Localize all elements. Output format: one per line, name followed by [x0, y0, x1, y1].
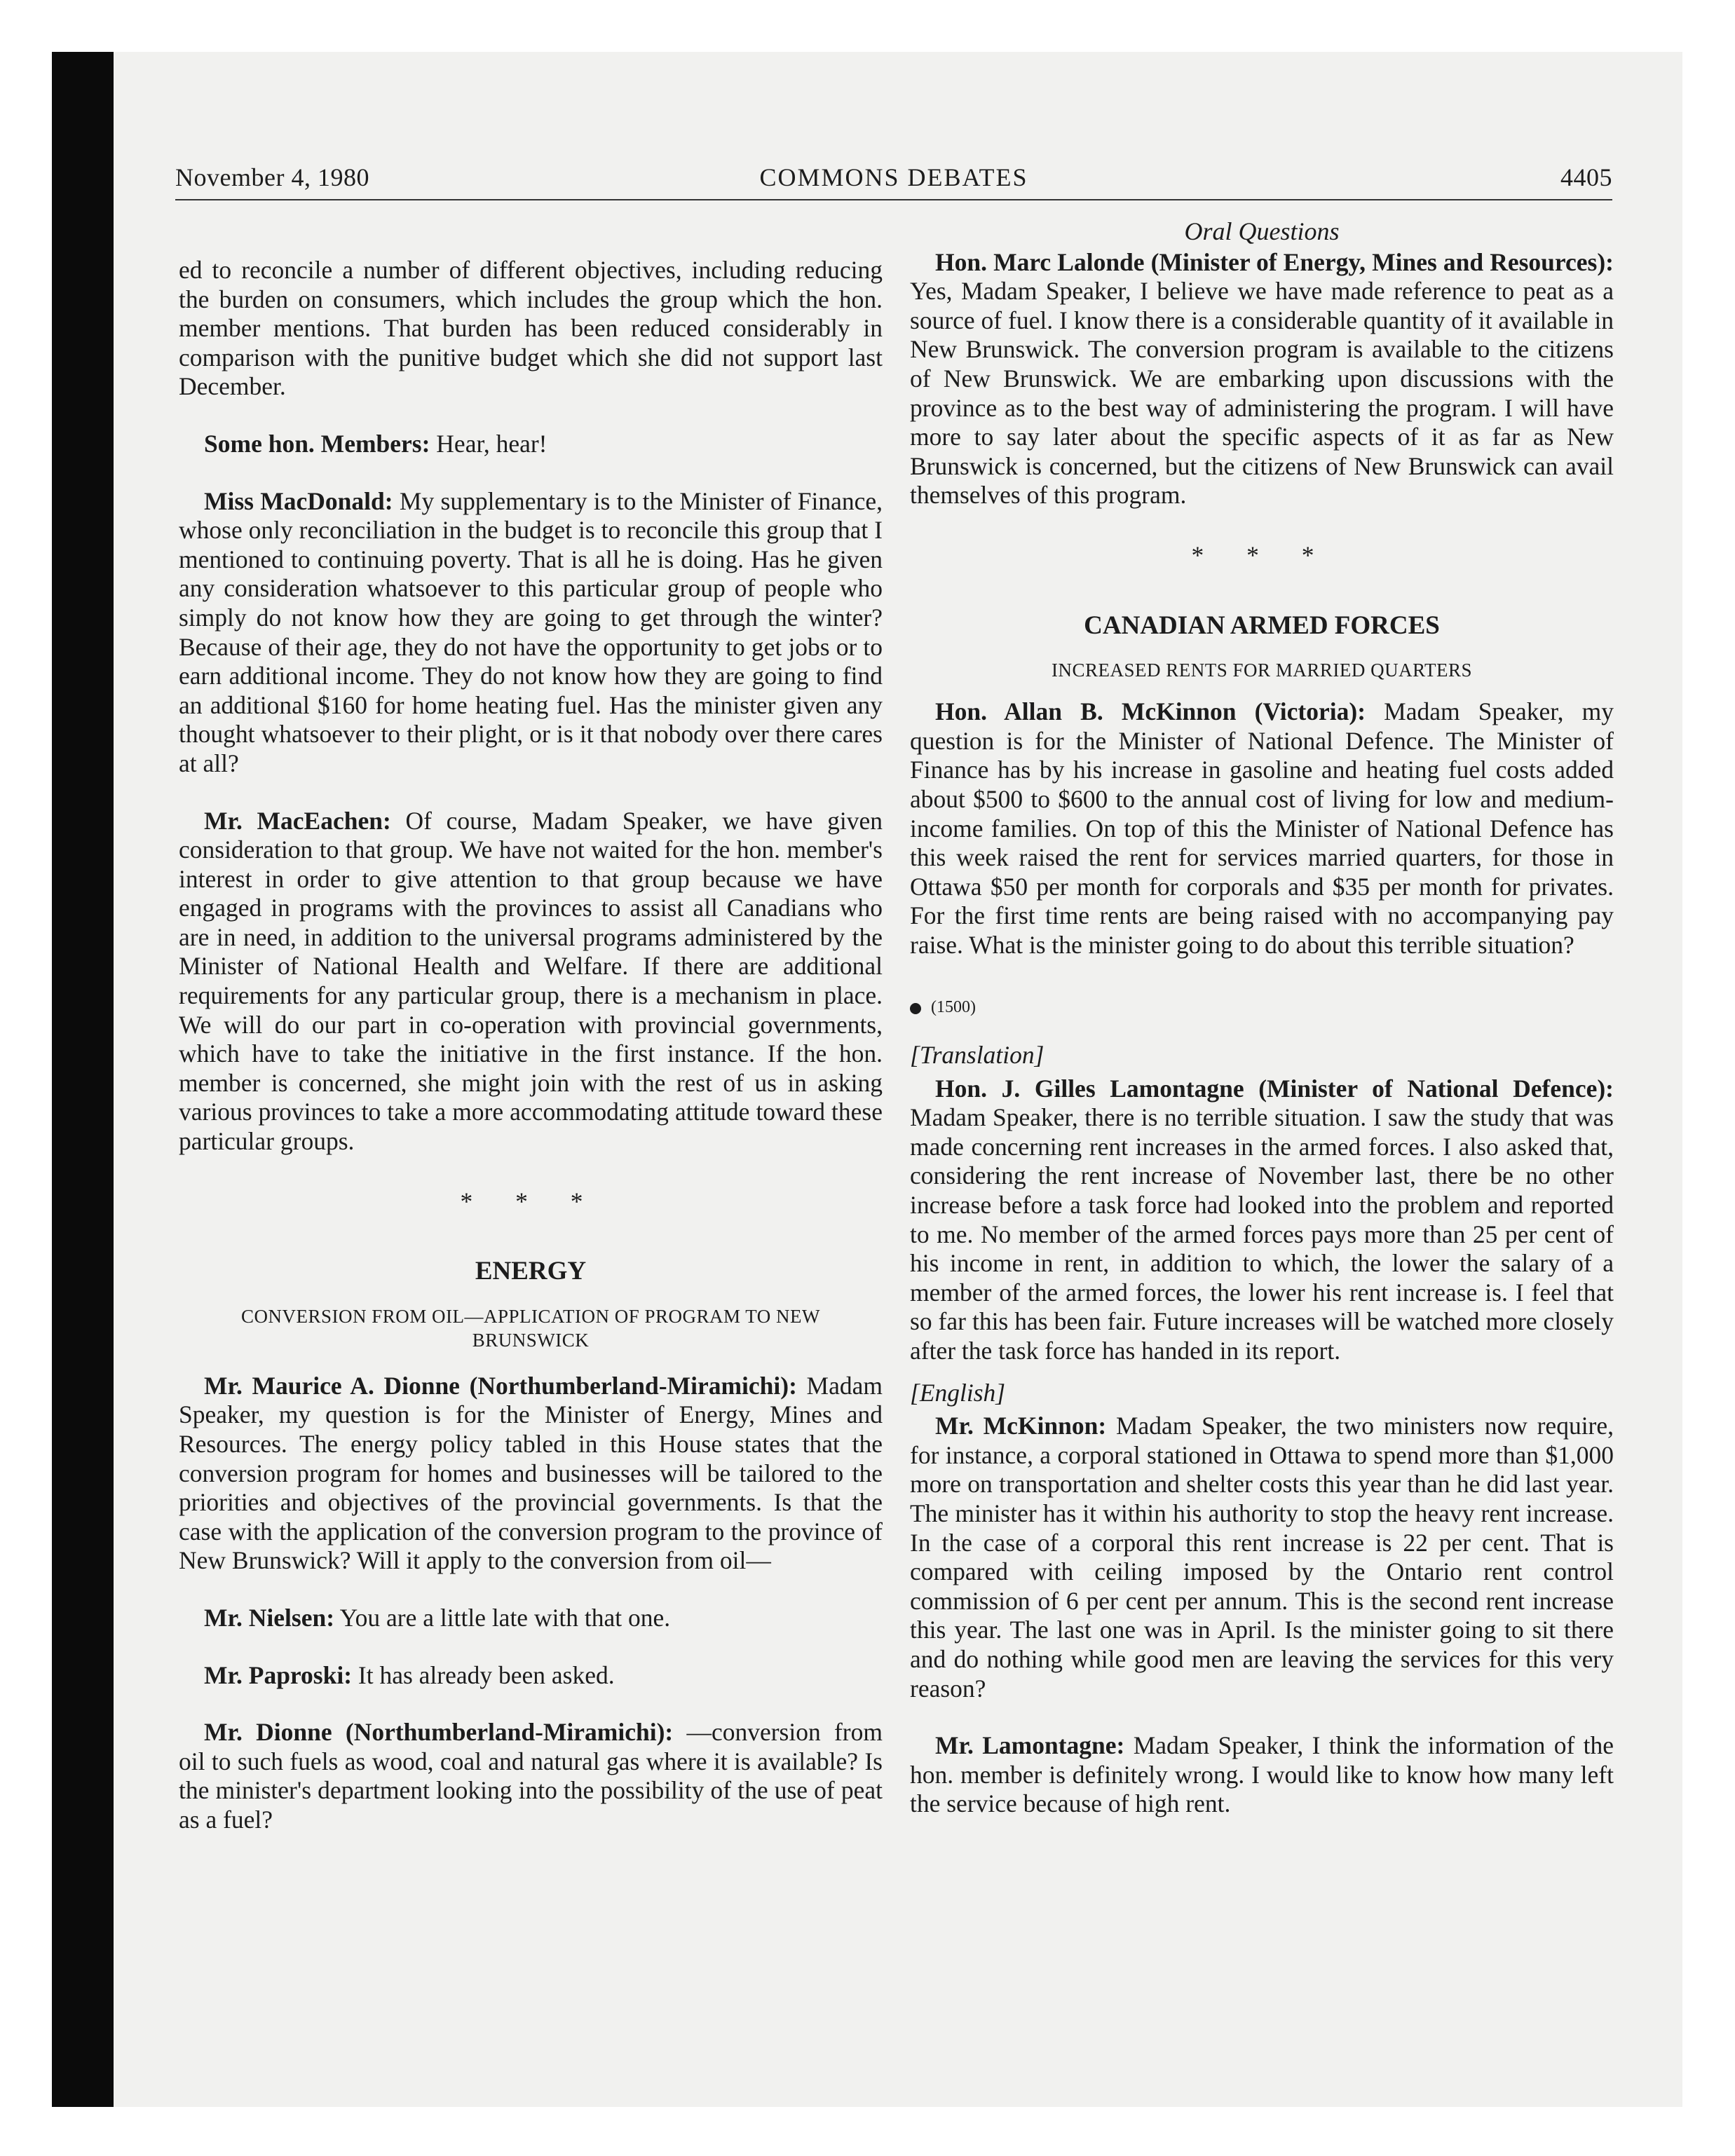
- timestamp-text: (1500): [931, 998, 976, 1017]
- section-subheading: INCREASED RENTS FOR MARRIED QUARTERS: [1052, 660, 1472, 681]
- speaker-name: Hon. Marc Lalonde (Minister of Energy, Mines and Resources):: [935, 247, 1614, 276]
- paragraph: [910, 1731, 1614, 1819]
- binding-shadow: [52, 52, 114, 2107]
- speech-text: Yes, Madam Speaker, I believe we have made reference to peat as a source of fuel. I know there is a considerable quantity of it available in New Brunswick. The conversion program is available to the citizens of New Brunswick. We are embarking upon discussions with the province as to the best way of administering the program. I will have more to say later about the specific aspects of it as far as New Brunswick is concerned, but the citizens of New Brunswick can avail themselves of this program.: [910, 277, 1614, 510]
- page-header: [175, 163, 1612, 199]
- paragraph: [179, 1718, 883, 1834]
- language-label: [English]: [910, 1378, 1006, 1407]
- speech-text: —conversion from oil to such fuels as wood, coal and natural gas where it is available? Is the minister's department looking into the possibility of the use of peat as a fuel?: [179, 1718, 883, 1834]
- header-date: November 4, 1980: [175, 163, 369, 191]
- speaker-name: Miss MacDonald:: [204, 486, 393, 515]
- section-heading: CANADIAN ARMED FORCES: [1084, 610, 1440, 640]
- paragraph: [179, 487, 883, 779]
- speaker-name: Mr. Dionne (Northumberland-Miramichi):: [204, 1718, 674, 1747]
- speaker-name: Mr. Lamontagne:: [935, 1731, 1125, 1760]
- language-label: [Translation]: [910, 1041, 1045, 1070]
- header-rule: [175, 199, 1612, 200]
- speech-text: It has already been asked.: [352, 1660, 615, 1689]
- speaker-name: Mr. Paproski:: [204, 1660, 353, 1689]
- header-page-number: 4405: [1560, 163, 1612, 191]
- right-column: [910, 217, 1614, 1819]
- speech-text: Hear, hear!: [430, 429, 547, 458]
- speech-text: Of course, Madam Speaker, we have given consideration to that group. We have not waited for the hon. member's interest in order to give attention to that group because we have engaged in programs with the provinces to assist all Canadians who are in need, in addition to the universal programs administered by the Minister of National Health and Welfare. If there are additional requirements for any particular group, there is a mechanism in place. We will do our part in co-operation with provincial governments, which have to take the initiative in the first instance. If the hon. member is concerned, she might join with the rest of us in asking various provinces to take a more accommodating attitude toward these particular groups.: [179, 806, 883, 1156]
- paragraph: [910, 248, 1614, 510]
- speech-text: Madam Speaker, there is no terrible situation. I saw the study that was made concerning rent increases in the armed forces. I also asked that, considering the rent increase of November last, there be no other increase before a task force had looked into the problem and reported to me. No member of the armed forces pays more than 25 per cent of his income in rent, in addition to which, the lower the salary of a member of the armed forces, the lower his rent increase is. I feel that so far this has been fair. Future increases will be watched more closely after the task force has handed in its report.: [910, 1103, 1614, 1365]
- paragraph: [179, 807, 883, 1157]
- speaker-name: Mr. McKinnon:: [935, 1412, 1107, 1440]
- paragraph: [910, 1412, 1614, 1703]
- timestamp: [910, 993, 1614, 1023]
- speech-text: Madam Speaker, my question is for the Minister of National Defence. The Minister of Finance has by his increase in gasoline and heating fuel costs added about $500 to $600 to the annual cost of living for low and medium-income families. On top of this the Minister of National Defence has this week raised the rent for services married quarters, for those in Ottawa $50 per month for corporals and $35 per month for privates. For the first time rents are being raised with no accompanying pay raise. What is the minister going to do about this terrible situation?: [910, 697, 1614, 959]
- speech-text: Madam Speaker, the two ministers now require, for instance, a corporal stationed in Ottawa to spend more than $1,000 more on transportation and shelter costs this year than he did last year. The minister has it within his authority to stop the heavy rent increase. In the case of a corporal this rent increase is 22 per cent. That is compared with ceiling imposed by the Ontario rent control commission of 6 per cent per annum. This is the second rent increase this year. The last one was in April. Is the minister going to sit there and do nothing while good men are leaving the services for this very reason?: [910, 1412, 1614, 1703]
- paragraph: [179, 1604, 883, 1633]
- speaker-name: Hon. J. Gilles Lamontagne (Minister of National Defence):: [935, 1074, 1614, 1103]
- speech-text: You are a little late with that one.: [334, 1603, 671, 1632]
- speech-text: Madam Speaker, I think the information of the hon. member is definitely wrong. I would like to know how many left the service because of high rent.: [910, 1731, 1614, 1818]
- section-subheading: CONVERSION FROM OIL—APPLICATION OF PROGRAM TO NEW BRUNSWICK: [240, 1305, 821, 1351]
- section-heading: ENERGY: [475, 1257, 587, 1286]
- speech-text: My supplementary is to the Minister of Finance, whose only reconciliation in the budget is to reconcile this group that I mentioned to continuing poverty. That is all he is doing. Has he given any consideration whatsoever to this particular group of people who simply do not know how they are going to get through the winter? Because of their age, they do not have the opportunity to get jobs or to earn additional income. They do not know how they are going to find an additional $160 for home heating fuel. Has the minister given any thought whatsoever to their plight, or is it that nobody over there cares at all?: [179, 486, 883, 777]
- speaker-name: Some hon. Members:: [204, 429, 430, 458]
- speaker-name: Mr. MacEachen:: [204, 806, 391, 835]
- speaker-name: Mr. Maurice A. Dionne (Northumberland-Miramichi):: [204, 1371, 797, 1400]
- speech-text: Madam Speaker, my question is for the Minister of Energy, Mines and Resources. The energy policy tabled in this House states that the conversion program for homes and businesses will be tailored to the priorities and objectives of the provincial governments. Is that the case with the application of the conversion program to the province of New Brunswick? Will it apply to the conversion from oil—: [179, 1371, 883, 1575]
- paragraph: [910, 1074, 1614, 1366]
- speaker-name: Hon. Allan B. McKinnon (Victoria):: [935, 697, 1366, 726]
- header-title: COMMONS DEBATES: [759, 163, 1028, 191]
- paragraph: ed to reconcile a number of different objectives, including reducing the burden on consumers, which includes the group which the hon. member mentions. That burden has been reduced considerably in comparison with the punitive budget which she did not support last December.: [179, 256, 883, 401]
- paragraph: [179, 1661, 883, 1691]
- left-column: [179, 256, 883, 1835]
- paragraph: [179, 430, 883, 459]
- section-label: Oral Questions: [1184, 217, 1340, 245]
- section-separator: * * *: [1191, 540, 1333, 569]
- bullet-icon: [910, 1003, 921, 1014]
- paragraph: [179, 1372, 883, 1576]
- section-separator: * * *: [460, 1187, 601, 1215]
- paragraph: [910, 697, 1614, 960]
- speaker-name: Mr. Nielsen:: [204, 1603, 335, 1632]
